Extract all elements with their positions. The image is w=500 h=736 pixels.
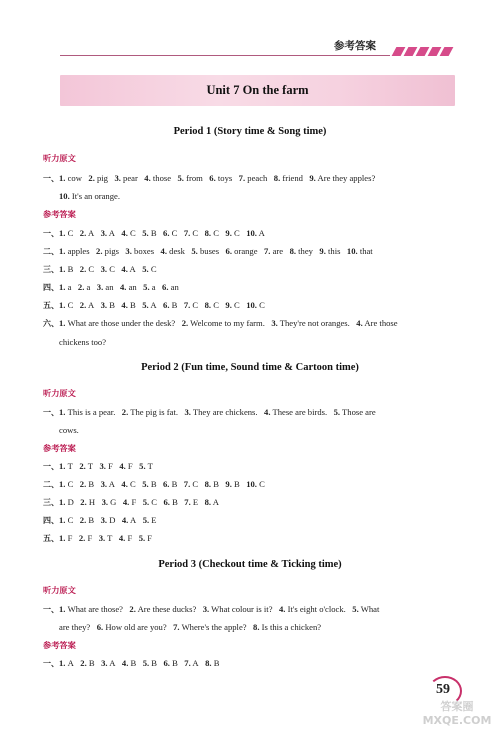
item-number: 4. — [119, 461, 126, 471]
item-answer: F — [127, 461, 133, 471]
answer-line — [43, 479, 265, 490]
item-answer: friend — [282, 173, 303, 183]
item-answer: A — [129, 264, 136, 274]
item-number: 2. — [80, 658, 87, 668]
item-number: 6. — [163, 479, 170, 489]
item-number: 8. — [273, 173, 281, 183]
item-number: 3. — [100, 228, 108, 238]
item-number: 4. — [144, 173, 151, 183]
item-answer: A — [150, 300, 157, 310]
item-number: 2. — [79, 264, 87, 274]
item-number: 5. — [352, 604, 359, 614]
item-number: 5. — [177, 173, 184, 183]
item-answer: B — [172, 658, 178, 668]
item-answer: B — [150, 479, 157, 489]
answers-label: 参考答案 — [43, 443, 76, 453]
answer-line — [43, 228, 265, 239]
item-answer: Are those — [364, 318, 398, 328]
item-answer: What — [360, 604, 380, 614]
item-answer: Welcome to my farm. — [190, 318, 265, 328]
question-number: 一、 — [43, 605, 59, 614]
item-answer: A — [108, 479, 115, 489]
item-number: 3. — [101, 497, 109, 507]
item-answer: F — [67, 533, 73, 543]
item-number: 6. — [163, 497, 170, 507]
question-number: 五、 — [43, 534, 59, 543]
item-answer: What are those? — [67, 604, 123, 614]
item-answer: this — [328, 246, 341, 256]
item-answer: C — [259, 479, 265, 489]
item-number: 3. — [271, 318, 278, 328]
item-number: 4. — [121, 515, 129, 525]
item-answer: boxes — [134, 246, 155, 256]
item-answer: A — [192, 658, 199, 668]
item-answer: H — [88, 497, 96, 507]
item-answer: F — [108, 461, 113, 471]
answer-line — [43, 533, 152, 544]
item-answer: pear — [123, 173, 138, 183]
page-number: 59 — [436, 682, 450, 697]
item-answer: B — [67, 264, 74, 274]
item-number: 3. — [99, 461, 106, 471]
item-number: 6. — [163, 658, 170, 668]
item-number: 4. — [118, 533, 126, 543]
item-number: 7. — [183, 228, 191, 238]
question-number: 一、 — [43, 462, 59, 471]
answer-line — [43, 604, 379, 615]
item-answer: What are those under the desk? — [67, 318, 176, 328]
item-number: 5. — [139, 461, 146, 471]
item-number: 7. — [184, 497, 191, 507]
question-number: 六、 — [43, 319, 59, 328]
item-number: 3. — [96, 282, 104, 292]
item-answer: E — [192, 497, 199, 507]
item-number: 6. — [225, 246, 232, 256]
item-number: 5. — [191, 246, 198, 256]
item-answer: A — [130, 515, 137, 525]
answer-line-cont — [59, 622, 321, 632]
item-number: 1. — [59, 533, 66, 543]
question-number: 一、 — [43, 659, 59, 668]
item-number: 3. — [101, 658, 108, 668]
item-number: 2. — [79, 479, 87, 489]
item-number: 9. — [319, 246, 326, 256]
item-answer: A — [258, 228, 265, 238]
item-answer: D — [109, 515, 116, 525]
item-number: 1. — [59, 407, 66, 417]
item-number: 5. — [142, 658, 150, 668]
item-number: 2. — [79, 300, 87, 310]
item-number: 1. — [59, 264, 66, 274]
item-number: 1. — [59, 246, 66, 256]
watermark-logo — [420, 700, 494, 732]
item-number: 3. — [184, 407, 191, 417]
answer-line — [43, 246, 373, 257]
item-number: 2. — [96, 246, 103, 256]
item-answer: an — [128, 282, 137, 292]
item-number: 4. — [278, 604, 286, 614]
answer-line — [43, 658, 219, 669]
item-answer: C — [130, 479, 136, 489]
item-number: 5. — [142, 264, 149, 274]
item-number: 4. — [121, 658, 129, 668]
item-answer: How old are you? — [105, 622, 167, 632]
item-answer: T — [147, 461, 153, 471]
item-answer: C — [234, 228, 240, 238]
item-number: 1. — [59, 228, 66, 238]
watermark-url: MXQE.COM — [422, 714, 492, 727]
item-answer: B — [150, 228, 157, 238]
item-answer: C — [259, 300, 265, 310]
item-number: 1. — [59, 497, 66, 507]
item-answer: These are birds. — [272, 407, 328, 417]
item-number: 2. — [79, 515, 87, 525]
item-answer: F — [147, 533, 153, 543]
answer-line — [43, 173, 375, 184]
item-answer: buses — [199, 246, 220, 256]
item-answer: A — [67, 658, 74, 668]
item-answer: B — [234, 479, 240, 489]
item-answer: pigs — [104, 246, 119, 256]
question-number: 五、 — [43, 301, 59, 310]
answer-line — [43, 497, 219, 508]
item-number: 4. — [121, 264, 128, 274]
item-answer: that — [359, 246, 373, 256]
item-number: 7. — [184, 658, 191, 668]
item-number: 8. — [204, 497, 212, 507]
answer-line — [43, 282, 179, 293]
item-number: 6. — [163, 300, 170, 310]
item-number: 1. — [59, 479, 66, 489]
item-number: 6. — [209, 173, 216, 183]
item-answer: C — [213, 228, 219, 238]
item-number: 8. — [204, 300, 212, 310]
item-answer: A — [87, 228, 95, 238]
item-answer: a — [67, 282, 72, 292]
item-answer: C — [130, 228, 136, 238]
item-answer: F — [131, 497, 137, 507]
item-answer: A — [108, 228, 115, 238]
item-number: 5. — [142, 228, 149, 238]
item-number: 10. — [246, 300, 257, 310]
item-number: 8. — [253, 622, 260, 632]
item-answer: apples — [67, 246, 90, 256]
period-3-title: Period 3 (Checkout time & Ticking time) — [158, 559, 342, 570]
item-answer: a — [151, 282, 156, 292]
item-number: 7. — [183, 300, 191, 310]
item-answer: desk — [169, 246, 185, 256]
item-answer: Those are — [342, 407, 376, 417]
listening-label: 听力原文 — [43, 585, 76, 595]
item-number: 6. — [96, 622, 104, 632]
item-answer: toys — [217, 173, 233, 183]
item-number: 1. — [59, 515, 66, 525]
item-answer: B — [130, 300, 136, 310]
question-number: 一、 — [43, 174, 59, 183]
item-answer: A — [87, 300, 95, 310]
answer-line-cont — [59, 191, 120, 201]
answer-line — [43, 264, 157, 275]
item-number: 3. — [98, 533, 106, 543]
item-answer: It's eight o'clock. — [287, 604, 346, 614]
item-answer: Are they apples? — [317, 173, 376, 183]
item-answer: C — [234, 300, 240, 310]
item-number: 1. — [59, 461, 66, 471]
item-answer: C — [150, 264, 157, 274]
item-number: 5. — [142, 497, 150, 507]
item-answer: C — [171, 228, 178, 238]
item-answer: C — [109, 264, 115, 274]
item-answer: B — [109, 300, 115, 310]
item-answer: They're not oranges. — [279, 318, 350, 328]
item-number: 3. — [114, 173, 121, 183]
question-number: 三、 — [43, 265, 59, 274]
item-answer: T — [67, 461, 73, 471]
unit-title: Unit 7 On the farm — [206, 83, 309, 97]
item-number: 4. — [121, 300, 128, 310]
item-number: 4. — [122, 497, 130, 507]
item-answer: D — [67, 497, 74, 507]
item-answer: those — [152, 173, 172, 183]
item-answer: orange — [234, 246, 258, 256]
answer-line — [43, 407, 376, 418]
item-number: 2. — [80, 497, 87, 507]
answer-line — [43, 318, 398, 329]
item-number: 2. — [88, 173, 95, 183]
answers-label: 参考答案 — [43, 640, 76, 650]
item-number: 3. — [100, 300, 108, 310]
item-number: 3. — [125, 246, 132, 256]
item-number: 9. — [225, 479, 232, 489]
item-number: 3. — [100, 479, 108, 489]
item-answer: are they? — [59, 622, 91, 632]
period-1-title: Period 1 (Story time & Song time) — [173, 126, 327, 137]
item-number: 6. — [163, 228, 170, 238]
item-answer: B — [88, 479, 95, 489]
item-number: 4. — [121, 228, 128, 238]
item-answer: A — [109, 658, 116, 668]
item-answer: They are chickens. — [192, 407, 258, 417]
item-number: 3. — [100, 515, 108, 525]
item-number: 7. — [238, 173, 246, 183]
question-number: 二、 — [43, 247, 59, 256]
unit-banner — [60, 75, 455, 106]
item-number: 10. — [246, 228, 257, 238]
item-answer: are — [272, 246, 284, 256]
item-number: 4. — [356, 318, 363, 328]
item-number: 1. — [59, 173, 66, 183]
item-answer: B — [172, 497, 178, 507]
item-answer: cows. — [59, 425, 79, 435]
item-answer: they — [298, 246, 313, 256]
item-answer: C — [213, 300, 219, 310]
item-number: 9. — [225, 300, 232, 310]
item-number: 6. — [162, 282, 169, 292]
item-number: 2. — [78, 533, 86, 543]
item-number: 7. — [264, 246, 271, 256]
item-number: 3. — [202, 604, 210, 614]
item-answer: F — [127, 533, 133, 543]
item-answer: It's an orange. — [71, 191, 120, 201]
item-number: 4. — [119, 282, 127, 292]
item-answer: C — [192, 228, 199, 238]
item-answer: C — [67, 515, 74, 525]
item-answer: B — [88, 658, 95, 668]
item-number: 2. — [77, 282, 85, 292]
item-answer: B — [171, 300, 178, 310]
item-number: 8. — [204, 479, 212, 489]
item-number: 8. — [204, 228, 212, 238]
item-answer: C — [67, 300, 74, 310]
item-answer: T — [107, 533, 113, 543]
item-answer: This is a pear. — [67, 407, 116, 417]
item-answer: C — [151, 497, 158, 507]
item-number: 10. — [346, 246, 358, 256]
question-number: 三、 — [43, 498, 59, 507]
item-number: 2. — [181, 318, 189, 328]
item-answer: C — [192, 300, 199, 310]
item-number: 1. — [59, 658, 66, 668]
item-answer: What colour is it? — [211, 604, 273, 614]
item-number: 4. — [121, 479, 128, 489]
item-number: 8. — [205, 658, 212, 668]
item-number: 1. — [59, 604, 66, 614]
item-answer: Where's the apple? — [181, 622, 247, 632]
item-answer: peach — [247, 173, 268, 183]
item-number: 9. — [309, 173, 316, 183]
item-number: 5. — [142, 300, 149, 310]
item-answer: from — [186, 173, 203, 183]
item-answer: C — [88, 264, 95, 274]
item-number: 10. — [246, 479, 257, 489]
item-answer: B — [171, 479, 178, 489]
item-number: 9. — [225, 228, 232, 238]
item-answer: B — [130, 658, 137, 668]
item-number: 5. — [142, 515, 150, 525]
item-answer: B — [88, 515, 95, 525]
answers-label: 参考答案 — [43, 209, 76, 219]
item-answer: C — [67, 479, 74, 489]
question-number: 一、 — [43, 229, 59, 238]
item-number: 2. — [129, 604, 136, 614]
item-answer: Are these ducks? — [137, 604, 197, 614]
item-number: 2. — [79, 228, 87, 238]
item-number: 5. — [333, 407, 341, 417]
item-number: 1. — [59, 300, 66, 310]
item-answer: an — [170, 282, 179, 292]
item-number: 5. — [138, 533, 146, 543]
item-answer: F — [87, 533, 93, 543]
item-answer: B — [151, 658, 158, 668]
item-number: 4. — [160, 246, 167, 256]
answer-line-cont — [59, 425, 79, 435]
question-number: 四、 — [43, 283, 59, 292]
item-number: 5. — [143, 282, 150, 292]
item-answer: Is this a chicken? — [261, 622, 322, 632]
answer-line — [43, 515, 157, 526]
item-number: 3. — [100, 264, 108, 274]
item-answer: B — [213, 658, 220, 668]
item-answer: an — [105, 282, 114, 292]
answer-line — [43, 461, 153, 472]
item-number: 10. — [59, 191, 70, 201]
item-answer: The pig is fat. — [130, 407, 178, 417]
item-answer: cow — [67, 173, 82, 183]
item-number: 5. — [142, 479, 149, 489]
item-answer: a — [86, 282, 91, 292]
question-number: 二、 — [43, 480, 59, 489]
listening-label: 听力原文 — [43, 388, 76, 398]
item-answer: B — [213, 479, 219, 489]
answer-line-cont — [59, 337, 106, 347]
header-label: 参考答案 — [334, 40, 376, 52]
item-number: 2. — [79, 461, 86, 471]
listening-label: 听力原文 — [43, 153, 76, 163]
item-number: 4. — [264, 407, 271, 417]
period-2-title: Period 2 (Fun time, Sound time & Cartoon time) — [141, 362, 359, 373]
item-answer: chickens too? — [59, 337, 107, 347]
question-number: 四、 — [43, 516, 59, 525]
item-number: 8. — [289, 246, 297, 256]
item-number: 2. — [121, 407, 129, 417]
item-answer: T — [87, 461, 94, 471]
item-answer: C — [192, 479, 199, 489]
item-number: 1. — [59, 318, 66, 328]
item-number: 1. — [59, 282, 66, 292]
question-number: 一、 — [43, 408, 59, 417]
header-stripes — [390, 47, 454, 56]
answer-line — [43, 300, 265, 311]
item-answer: G — [110, 497, 117, 507]
item-number: 7. — [173, 622, 180, 632]
item-answer: E — [151, 515, 157, 525]
watermark-text: 答案圈 — [440, 700, 474, 713]
item-answer: pig — [97, 173, 108, 183]
item-answer: C — [67, 228, 74, 238]
header-rule — [60, 55, 390, 56]
item-number: 7. — [183, 479, 191, 489]
item-answer: A — [212, 497, 219, 507]
